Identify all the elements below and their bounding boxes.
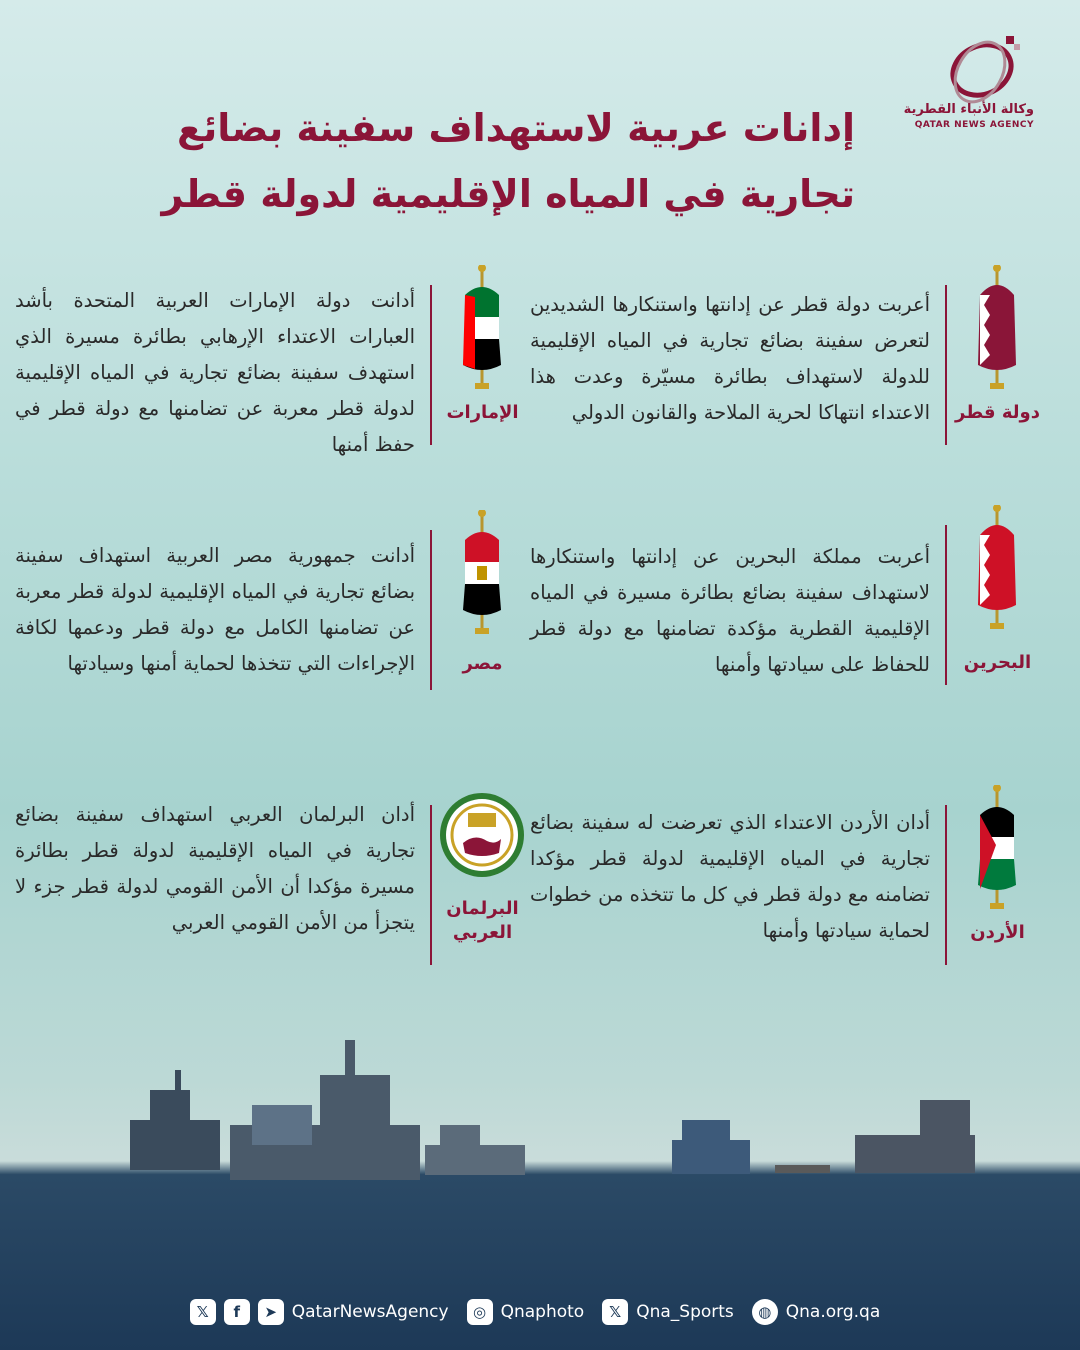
instagram-icon[interactable]: ◎ bbox=[467, 1299, 493, 1325]
handle-qnaphoto[interactable]: Qnaphoto bbox=[500, 1302, 585, 1322]
divider bbox=[945, 805, 947, 965]
website-link[interactable]: Qna.org.qa bbox=[785, 1302, 881, 1322]
statement-arab-parliament: أدان البرلمان العربي استهداف سفينة بضائع تجارية في المياه الإقليمية لدولة قطر بطائرة مسيرة مؤكدا أن الأمن القومي لدولة قطر جزء لا يتجزأ من الأمن القومي العربي bbox=[15, 803, 415, 934]
title-line-1: إدانات عربية لاستهداف سفينة بضائع bbox=[177, 106, 855, 150]
x-icon[interactable]: 𝕏 bbox=[602, 1299, 628, 1325]
telegram-icon[interactable]: ➤ bbox=[258, 1299, 284, 1325]
social-footer bbox=[0, 1296, 1080, 1328]
page-title bbox=[155, 95, 855, 227]
country-label-jordan: الأردن bbox=[970, 922, 1025, 943]
handle-qna-sports[interactable]: Qna_Sports bbox=[636, 1302, 734, 1322]
country-label-bahrain: البحرين bbox=[963, 652, 1032, 673]
card-jordan bbox=[525, 785, 1045, 985]
logo-arabic-text: وكالة الأنباء القطرية bbox=[903, 102, 1034, 117]
divider bbox=[945, 285, 947, 445]
country-label-qatar: دولة قطر bbox=[955, 402, 1040, 423]
statement-qatar: أعربت دولة قطر عن إدانتها واستنكارها الشديدين لتعرض سفينة بضائع تجارية في المياه الإقليمية للدولة لاستهداف بطائرة مسيّرة وعدت هذا الاعتداء انتهاكا لحرية الملاحة والقانون الدولي bbox=[530, 293, 930, 424]
country-label-arab-parliament bbox=[435, 897, 530, 945]
card-uae bbox=[10, 265, 530, 465]
title-line-2: تجارية في المياه الإقليمية لدولة قطر bbox=[161, 172, 855, 216]
card-arab-parliament bbox=[10, 785, 530, 985]
logo-english-text: QATAR NEWS AGENCY bbox=[914, 120, 1034, 130]
ships-background-image bbox=[0, 1030, 1080, 1180]
parliament-label-line-1: البرلمان bbox=[446, 898, 519, 919]
card-qatar bbox=[525, 265, 1045, 465]
divider bbox=[430, 530, 432, 690]
card-bahrain bbox=[525, 505, 1045, 705]
statement-jordan: أدان الأردن الاعتداء الذي تعرضت له سفينة بضائع تجارية في المياه الإقليمية لدولة قطر مؤكدا تضامنه مع دولة قطر في كل ما تتخذه من خطوات لحماية سيادتها وأمنها bbox=[530, 811, 930, 942]
parliament-label-line-2: العربي bbox=[452, 922, 513, 943]
country-label-egypt: مصر bbox=[462, 653, 503, 674]
country-label-uae: الإمارات bbox=[446, 402, 519, 423]
handle-qatarnewsagency[interactable]: QatarNewsAgency bbox=[291, 1302, 449, 1322]
divider bbox=[430, 285, 432, 445]
card-egypt bbox=[10, 510, 530, 710]
divider bbox=[430, 805, 432, 965]
statement-bahrain: أعربت مملكة البحرين عن إدانتها واستنكارها لاستهداف سفينة بضائع بطائرة مسيرة في المياه الإقليمية القطرية مؤكدة تضامنها مع دولة قطر للحفاظ على سيادتها وأمنها bbox=[530, 545, 930, 676]
divider bbox=[945, 525, 947, 685]
x-icon[interactable]: 𝕏 bbox=[190, 1299, 216, 1325]
statement-uae: أدانت دولة الإمارات العربية المتحدة بأشد العبارات الاعتداء الإرهابي بطائرة مسيرة الذي استهدف سفينة بضائع تجارية في المياه الإقليمية لدولة قطر معربة عن تضامنها مع دولة قطر في حفظ أمنها bbox=[15, 289, 415, 456]
statement-egypt: أدانت جمهورية مصر العربية استهداف سفينة بضائع تجارية في المياه الإقليمية لدولة قطر معربة عن تضامنها الكامل مع دولة قطر ودعمها لكافة الإجراءات التي تتخذها لحماية أمنها وسيادتها bbox=[15, 544, 415, 675]
bahrain-flag-icon bbox=[950, 505, 1045, 675]
facebook-icon[interactable]: f bbox=[224, 1299, 250, 1325]
globe-icon[interactable]: ◍ bbox=[752, 1299, 778, 1325]
